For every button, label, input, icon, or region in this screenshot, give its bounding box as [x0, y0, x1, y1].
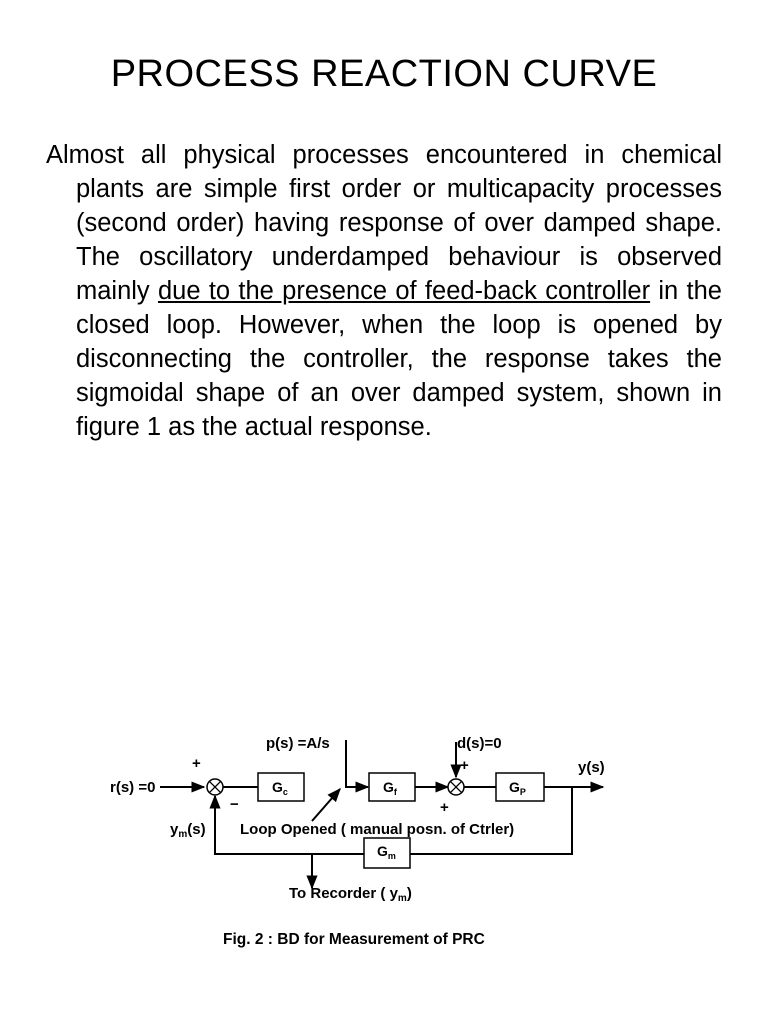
block-diagram [100, 728, 630, 958]
ym-label: $y_m(s)$ [170, 821, 206, 840]
r-input-label: r(s) =0 [110, 779, 156, 796]
loop-opened-label: Loop Opened ( manual posn. of Ctrler) [240, 821, 515, 838]
gc-block-label: $G_c$ [272, 779, 288, 797]
paragraph-text-end: in the closed loop. However, when the loop is opened by disconnecting the controller, the response takes the sigmoidal shape of an over damped system, shown in figure 1 as the actual response. [76, 277, 722, 441]
summer1-plus-sign: + [192, 755, 201, 772]
body-text [46, 138, 722, 444]
gp-block-label: $G_P$ [509, 779, 526, 797]
figure-caption: Fig. 2 : BD for Measurement of PRC [223, 931, 485, 948]
slide-title: PROCESS REACTION CURVE [110, 53, 658, 95]
to-recorder-label: To Recorder ( $y_m$) [289, 885, 412, 904]
paragraph-underlined-text: due to the presence of feed-back controller [158, 277, 651, 305]
y-output-label: y(s) [578, 759, 605, 776]
loop-opened-switch-arrow [312, 789, 340, 821]
summer2-plus-top: + [460, 757, 469, 774]
summing-junction-2 [448, 779, 464, 795]
paragraph-text-start: Almost all physical processes encountered in chemical plants are simple first order or multicapacity processes (second order) having response of over damped shape. The oscillatory underdamped behaviour is observed mainly [46, 141, 722, 305]
gm-block-label: $G_m$ [377, 843, 396, 861]
gf-block-label: $G_f$ [383, 779, 397, 797]
summer1-minus-sign: − [230, 796, 239, 813]
summing-junction-1 [207, 779, 223, 795]
body-paragraph [46, 138, 722, 444]
p-input-label: p(s) =A/s [266, 735, 330, 752]
d-input-label: d(s)=0 [457, 735, 502, 752]
summer2-plus-left: + [440, 799, 449, 816]
p-input-line [346, 740, 368, 787]
